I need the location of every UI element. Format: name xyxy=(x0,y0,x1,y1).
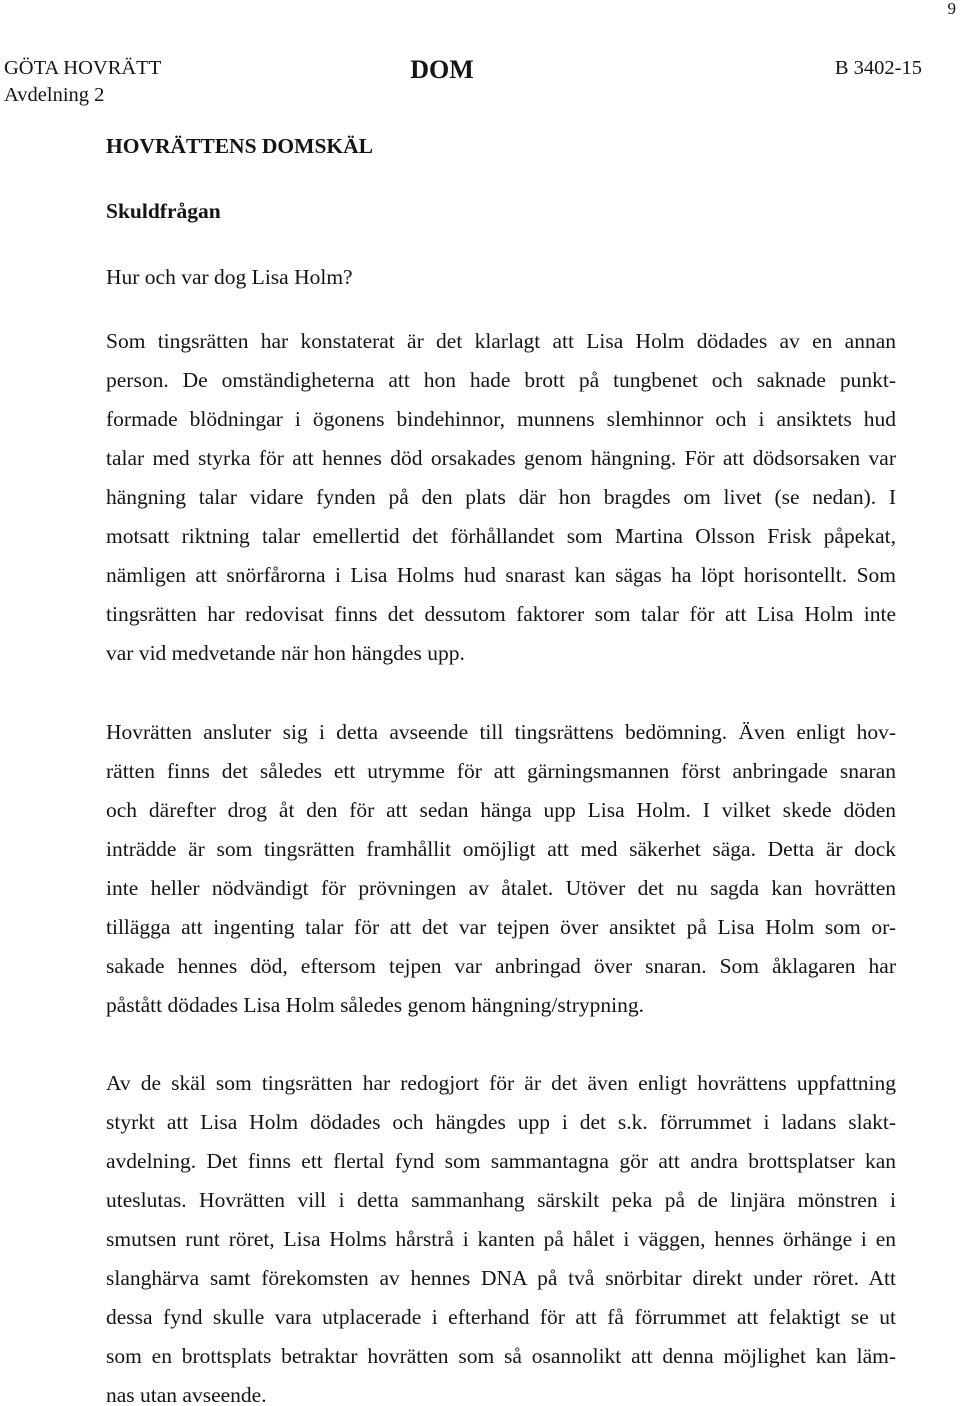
division-name: Avdelning 2 xyxy=(4,84,105,106)
paragraph-line: inträdde är som tingsrätten framhållit omöjligt att med säkerhet säga. Detta är dock xyxy=(106,836,896,861)
paragraph-line: smutsen runt röret, Lisa Holms hårstrå i kanten på hålet i väggen, hennes örhänge i en xyxy=(106,1226,896,1251)
paragraph-line: som en brottsplats betraktar hovrätten som så osannolikt att denna möjlighet kan läm- xyxy=(106,1343,896,1368)
paragraph-line: nas utan avseende. xyxy=(106,1383,267,1406)
paragraph-line: var vid medvetande när hon hängdes upp. xyxy=(106,640,465,665)
paragraph-line: sakade hennes död, eftersom tejpen var anbringad över snaran. Som åklagaren har xyxy=(106,953,896,978)
paragraph-line: dessa fynd skulle vara utplacerade i efterhand för att få förrummet att felaktigt se ut xyxy=(106,1304,896,1329)
paragraph-line: slanghärva samt förekomsten av hennes DNA på två snörbitar direkt under röret. Att xyxy=(106,1265,896,1290)
paragraph-line: motsatt riktning talar emellertid det förhållandet som Martina Olsson Frisk påpekat, xyxy=(106,523,896,548)
paragraph-line: talar med styrka för att hennes död orsakades genom hängning. För att dödsorsaken var xyxy=(106,445,896,470)
document-type: DOM xyxy=(410,55,474,84)
question-heading: Hur och var dog Lisa Holm? xyxy=(106,264,353,289)
paragraph-line: rätten finns det således ett utrymme för att gärningsmannen först anbringade snaran xyxy=(106,758,896,783)
paragraph-line: Av de skäl som tingsrätten har redogjort för är det även enligt hovrättens uppfattning xyxy=(106,1070,896,1095)
paragraph-line: inte heller nödvändigt för prövningen av åtalet. Utöver det nu sagda kan hovrätten xyxy=(106,875,896,900)
paragraph xyxy=(106,322,896,673)
paragraph-line: nämligen att snörfårorna i Lisa Holms hud snarast kan sägas ha löpt horisontellt. Som xyxy=(106,562,896,587)
paragraph-line: uteslutas. Hovrätten vill i detta sammanhang särskilt peka på de linjära mönstren i xyxy=(106,1187,896,1212)
court-name: GÖTA HOVRÄTT xyxy=(4,57,162,79)
paragraph-line: och därefter drog åt den för att sedan hänga upp Lisa Holm. I vilket skede döden xyxy=(106,797,896,822)
page-number: 9 xyxy=(947,0,956,18)
paragraph-line: person. De omständigheterna att hon hade brott på tungbenet och saknade punkt- xyxy=(106,367,896,392)
paragraph-line: tingsrätten har redovisat finns det dessutom faktorer som talar för att Lisa Holm inte xyxy=(106,601,896,626)
paragraph xyxy=(106,1064,896,1406)
section-heading: HOVRÄTTENS DOMSKÄL xyxy=(106,133,373,158)
paragraph-line: Som tingsrätten har konstaterat är det klarlagt att Lisa Holm dödades av en annan xyxy=(106,328,896,353)
paragraph-line: hängning talar vidare fynden på den plats där hon bragdes om livet (se nedan). I xyxy=(106,484,896,509)
paragraph-line: tillägga att ingenting talar för att det var tejpen över ansiktet på Lisa Holm som or- xyxy=(106,914,896,939)
paragraph xyxy=(106,713,896,1025)
case-number: B 3402-15 xyxy=(834,57,922,79)
paragraph-line: Hovrätten ansluter sig i detta avseende till tingsrättens bedömning. Även enligt hov- xyxy=(106,719,896,744)
paragraph-line: påstått dödades Lisa Holm således genom hängning/strypning. xyxy=(106,992,645,1017)
paragraph-line: avdelning. Det finns ett flertal fynd som sammantagna gör att andra brottsplatser kan xyxy=(106,1148,896,1173)
subsection-heading: Skuldfrågan xyxy=(106,198,221,223)
paragraph-line: formade blödningar i ögonens bindehinnor, munnens slemhinnor och i ansiktets hud xyxy=(106,406,896,431)
paragraph-line: styrkt att Lisa Holm dödades och hängdes upp i det s.k. förrummet i ladans slakt- xyxy=(106,1109,896,1134)
